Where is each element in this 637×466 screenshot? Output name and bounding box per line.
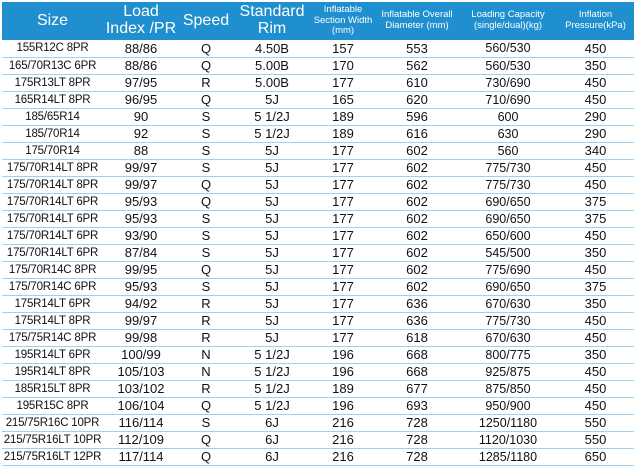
table-row [2, 142, 634, 159]
cell-inflation-pressure: 450 [557, 363, 634, 380]
cell-section-width: 189 [311, 108, 375, 125]
cell-loading-capacity: 650/600 [459, 227, 557, 244]
cell-size: 175/70R14C 6PR [2, 278, 103, 295]
cell-loading-capacity: 545/500 [459, 244, 557, 261]
cell-overall-diameter: 602 [375, 244, 459, 261]
cell-overall-diameter: 693 [375, 397, 459, 414]
header-inflation-pressure: Inflation Pressure(kPa) [557, 2, 634, 40]
cell-section-width: 170 [311, 57, 375, 74]
table-row [2, 261, 634, 278]
cell-size: 165/70R13C 6PR [2, 57, 103, 74]
table-row [2, 380, 634, 397]
cell-overall-diameter: 610 [375, 74, 459, 91]
cell-loading-capacity: 950/900 [459, 397, 557, 414]
cell-loading-capacity: 1285/1180 [459, 448, 557, 465]
cell-overall-diameter: 620 [375, 91, 459, 108]
cell-standard-rim: 5 1/2J [233, 108, 311, 125]
cell-size: 175/70R14LT 6PR [2, 227, 103, 244]
cell-loading-capacity: 1250/1180 [459, 414, 557, 431]
cell-inflation-pressure: 375 [557, 210, 634, 227]
table-row [2, 448, 634, 465]
cell-load-index: 100/99 [103, 346, 179, 363]
cell-overall-diameter: 616 [375, 125, 459, 142]
cell-inflation-pressure: 350 [557, 295, 634, 312]
cell-size: 175R14LT 8PR [2, 312, 103, 329]
cell-load-index: 99/97 [103, 312, 179, 329]
cell-size: 175R14LT 6PR [2, 295, 103, 312]
cell-section-width: 177 [311, 244, 375, 261]
cell-speed: Q [179, 91, 233, 108]
header-load-index: Load Index /PR [103, 2, 179, 40]
cell-inflation-pressure: 550 [557, 414, 634, 431]
cell-overall-diameter: 668 [375, 346, 459, 363]
cell-standard-rim: 5J [233, 142, 311, 159]
cell-standard-rim: 5J [233, 261, 311, 278]
cell-size: 175/70R14 [2, 142, 103, 159]
table-row [2, 159, 634, 176]
cell-speed: Q [179, 57, 233, 74]
cell-overall-diameter: 618 [375, 329, 459, 346]
table-body [2, 40, 634, 465]
cell-inflation-pressure: 450 [557, 40, 634, 57]
table-row [2, 227, 634, 244]
cell-standard-rim: 5J [233, 244, 311, 261]
cell-load-index: 106/104 [103, 397, 179, 414]
cell-speed: S [179, 210, 233, 227]
cell-section-width: 157 [311, 40, 375, 57]
table-row [2, 278, 634, 295]
cell-loading-capacity: 775/730 [459, 176, 557, 193]
cell-load-index: 97/95 [103, 74, 179, 91]
table-row [2, 295, 634, 312]
cell-inflation-pressure: 550 [557, 431, 634, 448]
cell-load-index: 99/98 [103, 329, 179, 346]
cell-size: 175/70R14LT 8PR [2, 159, 103, 176]
cell-overall-diameter: 602 [375, 176, 459, 193]
cell-load-index: 112/109 [103, 431, 179, 448]
cell-section-width: 216 [311, 414, 375, 431]
cell-inflation-pressure: 450 [557, 91, 634, 108]
cell-standard-rim: 5J [233, 91, 311, 108]
cell-size: 195R14LT 6PR [2, 346, 103, 363]
cell-size: 185/65R14 [2, 108, 103, 125]
cell-speed: N [179, 363, 233, 380]
cell-load-index: 103/102 [103, 380, 179, 397]
cell-overall-diameter: 602 [375, 210, 459, 227]
cell-size: 175/70R14LT 8PR [2, 176, 103, 193]
cell-load-index: 93/90 [103, 227, 179, 244]
cell-speed: R [179, 312, 233, 329]
cell-standard-rim: 5J [233, 176, 311, 193]
cell-speed: S [179, 125, 233, 142]
cell-load-index: 95/93 [103, 210, 179, 227]
cell-size: 175/70R14LT 6PR [2, 244, 103, 261]
cell-standard-rim: 5J [233, 278, 311, 295]
cell-loading-capacity: 875/850 [459, 380, 557, 397]
cell-load-index: 88/86 [103, 57, 179, 74]
cell-inflation-pressure: 450 [557, 176, 634, 193]
cell-load-index: 116/114 [103, 414, 179, 431]
table-row [2, 74, 634, 91]
cell-overall-diameter: 562 [375, 57, 459, 74]
cell-size: 175/70R14C 8PR [2, 261, 103, 278]
cell-load-index: 95/93 [103, 193, 179, 210]
cell-load-index: 92 [103, 125, 179, 142]
cell-load-index: 99/95 [103, 261, 179, 278]
cell-inflation-pressure: 450 [557, 329, 634, 346]
cell-speed: S [179, 108, 233, 125]
cell-loading-capacity: 710/690 [459, 91, 557, 108]
cell-speed: Q [179, 431, 233, 448]
cell-speed: Q [179, 176, 233, 193]
cell-size: 175/70R14LT 6PR [2, 193, 103, 210]
cell-load-index: 95/93 [103, 278, 179, 295]
cell-loading-capacity: 925/875 [459, 363, 557, 380]
cell-inflation-pressure: 450 [557, 159, 634, 176]
cell-load-index: 96/95 [103, 91, 179, 108]
cell-speed: Q [179, 397, 233, 414]
cell-inflation-pressure: 450 [557, 261, 634, 278]
cell-speed: S [179, 278, 233, 295]
cell-inflation-pressure: 340 [557, 142, 634, 159]
table-row [2, 40, 634, 57]
cell-section-width: 196 [311, 363, 375, 380]
table-row [2, 312, 634, 329]
table-row [2, 346, 634, 363]
table-header [2, 2, 634, 40]
cell-standard-rim: 5.00B [233, 57, 311, 74]
cell-standard-rim: 5J [233, 193, 311, 210]
cell-size: 185/70R14 [2, 125, 103, 142]
cell-section-width: 177 [311, 193, 375, 210]
cell-inflation-pressure: 375 [557, 278, 634, 295]
cell-size: 165R14LT 8PR [2, 91, 103, 108]
cell-overall-diameter: 596 [375, 108, 459, 125]
cell-section-width: 196 [311, 346, 375, 363]
cell-size: 215/75R16C 10PR [2, 414, 103, 431]
cell-size: 195R15C 8PR [2, 397, 103, 414]
cell-speed: S [179, 227, 233, 244]
cell-loading-capacity: 775/730 [459, 312, 557, 329]
cell-overall-diameter: 728 [375, 448, 459, 465]
cell-standard-rim: 5J [233, 227, 311, 244]
cell-size: 175/75R14C 8PR [2, 329, 103, 346]
cell-load-index: 90 [103, 108, 179, 125]
table-row [2, 397, 634, 414]
cell-loading-capacity: 560 [459, 142, 557, 159]
cell-inflation-pressure: 290 [557, 108, 634, 125]
cell-speed: S [179, 159, 233, 176]
cell-standard-rim: 5J [233, 210, 311, 227]
cell-loading-capacity: 670/630 [459, 295, 557, 312]
cell-section-width: 177 [311, 261, 375, 278]
cell-inflation-pressure: 290 [557, 125, 634, 142]
cell-loading-capacity: 730/690 [459, 74, 557, 91]
cell-section-width: 196 [311, 397, 375, 414]
cell-section-width: 177 [311, 142, 375, 159]
table-row [2, 108, 634, 125]
cell-standard-rim: 5 1/2J [233, 380, 311, 397]
cell-inflation-pressure: 350 [557, 57, 634, 74]
cell-section-width: 177 [311, 159, 375, 176]
cell-section-width: 177 [311, 278, 375, 295]
table-row [2, 91, 634, 108]
cell-standard-rim: 5J [233, 312, 311, 329]
cell-overall-diameter: 602 [375, 278, 459, 295]
cell-loading-capacity: 1120/1030 [459, 431, 557, 448]
cell-section-width: 216 [311, 448, 375, 465]
cell-section-width: 177 [311, 227, 375, 244]
cell-loading-capacity: 630 [459, 125, 557, 142]
cell-inflation-pressure: 450 [557, 227, 634, 244]
cell-loading-capacity: 690/650 [459, 210, 557, 227]
cell-section-width: 177 [311, 329, 375, 346]
cell-load-index: 87/84 [103, 244, 179, 261]
cell-speed: S [179, 414, 233, 431]
cell-overall-diameter: 728 [375, 414, 459, 431]
cell-speed: Q [179, 261, 233, 278]
table-row [2, 431, 634, 448]
header-speed: Speed [179, 2, 233, 40]
cell-section-width: 177 [311, 210, 375, 227]
cell-size: 185R15LT 8PR [2, 380, 103, 397]
cell-speed: R [179, 329, 233, 346]
cell-section-width: 189 [311, 380, 375, 397]
table-row [2, 125, 634, 142]
cell-standard-rim: 5 1/2J [233, 363, 311, 380]
cell-standard-rim: 6J [233, 431, 311, 448]
table-row [2, 363, 634, 380]
cell-loading-capacity: 775/690 [459, 261, 557, 278]
cell-size: 155R12C 8PR [2, 40, 103, 57]
cell-size: 195R14LT 8PR [2, 363, 103, 380]
cell-load-index: 99/97 [103, 176, 179, 193]
cell-load-index: 88/86 [103, 40, 179, 57]
cell-loading-capacity: 560/530 [459, 57, 557, 74]
header-standard-rim: Standard Rim [233, 2, 311, 40]
header-row [2, 2, 634, 40]
cell-speed: R [179, 295, 233, 312]
cell-speed: Q [179, 40, 233, 57]
cell-speed: R [179, 74, 233, 91]
cell-section-width: 189 [311, 125, 375, 142]
cell-standard-rim: 5.00B [233, 74, 311, 91]
tire-spec-table [2, 2, 634, 466]
cell-overall-diameter: 602 [375, 227, 459, 244]
cell-size: 175R13LT 8PR [2, 74, 103, 91]
cell-standard-rim: 5 1/2J [233, 125, 311, 142]
cell-loading-capacity: 600 [459, 108, 557, 125]
cell-inflation-pressure: 650 [557, 448, 634, 465]
cell-load-index: 94/92 [103, 295, 179, 312]
header-section-width: Inflatable Section Width (mm) [311, 2, 375, 40]
cell-inflation-pressure: 350 [557, 244, 634, 261]
header-size: Size [2, 2, 103, 40]
cell-overall-diameter: 668 [375, 363, 459, 380]
cell-overall-diameter: 636 [375, 295, 459, 312]
cell-standard-rim: 5 1/2J [233, 346, 311, 363]
cell-overall-diameter: 636 [375, 312, 459, 329]
cell-load-index: 105/103 [103, 363, 179, 380]
cell-inflation-pressure: 450 [557, 397, 634, 414]
cell-inflation-pressure: 375 [557, 193, 634, 210]
table-row [2, 329, 634, 346]
cell-load-index: 88 [103, 142, 179, 159]
table-row [2, 57, 634, 74]
cell-standard-rim: 5J [233, 295, 311, 312]
cell-loading-capacity: 670/630 [459, 329, 557, 346]
cell-inflation-pressure: 350 [557, 346, 634, 363]
header-overall-diameter: Inflatable Overall Diameter (mm) [375, 2, 459, 40]
cell-section-width: 177 [311, 295, 375, 312]
cell-speed: N [179, 346, 233, 363]
cell-size: 215/75R16LT 12PR [2, 448, 103, 465]
cell-section-width: 177 [311, 74, 375, 91]
cell-load-index: 117/114 [103, 448, 179, 465]
cell-inflation-pressure: 450 [557, 74, 634, 91]
cell-inflation-pressure: 450 [557, 380, 634, 397]
cell-section-width: 177 [311, 312, 375, 329]
cell-overall-diameter: 602 [375, 142, 459, 159]
table-row [2, 210, 634, 227]
cell-size: 175/70R14LT 6PR [2, 210, 103, 227]
cell-speed: S [179, 142, 233, 159]
cell-overall-diameter: 602 [375, 193, 459, 210]
table-row [2, 176, 634, 193]
cell-loading-capacity: 800/775 [459, 346, 557, 363]
cell-inflation-pressure: 450 [557, 312, 634, 329]
cell-section-width: 177 [311, 176, 375, 193]
cell-standard-rim: 4.50B [233, 40, 311, 57]
cell-size: 215/75R16LT 10PR [2, 431, 103, 448]
cell-standard-rim: 5 1/2J [233, 397, 311, 414]
cell-overall-diameter: 602 [375, 159, 459, 176]
cell-section-width: 216 [311, 431, 375, 448]
table-row [2, 414, 634, 431]
cell-section-width: 165 [311, 91, 375, 108]
cell-loading-capacity: 690/650 [459, 278, 557, 295]
cell-speed: R [179, 380, 233, 397]
cell-standard-rim: 6J [233, 414, 311, 431]
cell-standard-rim: 5J [233, 329, 311, 346]
cell-speed: Q [179, 448, 233, 465]
cell-loading-capacity: 775/730 [459, 159, 557, 176]
cell-overall-diameter: 728 [375, 431, 459, 448]
cell-overall-diameter: 677 [375, 380, 459, 397]
table-row [2, 244, 634, 261]
cell-standard-rim: 5J [233, 159, 311, 176]
header-loading-capacity: Loading Capacity (single/dual)(kg) [459, 2, 557, 40]
table-row [2, 193, 634, 210]
cell-loading-capacity: 560/530 [459, 40, 557, 57]
cell-speed: S [179, 244, 233, 261]
cell-speed: Q [179, 193, 233, 210]
cell-standard-rim: 6J [233, 448, 311, 465]
cell-overall-diameter: 553 [375, 40, 459, 57]
cell-overall-diameter: 602 [375, 261, 459, 278]
cell-loading-capacity: 690/650 [459, 193, 557, 210]
cell-load-index: 99/97 [103, 159, 179, 176]
